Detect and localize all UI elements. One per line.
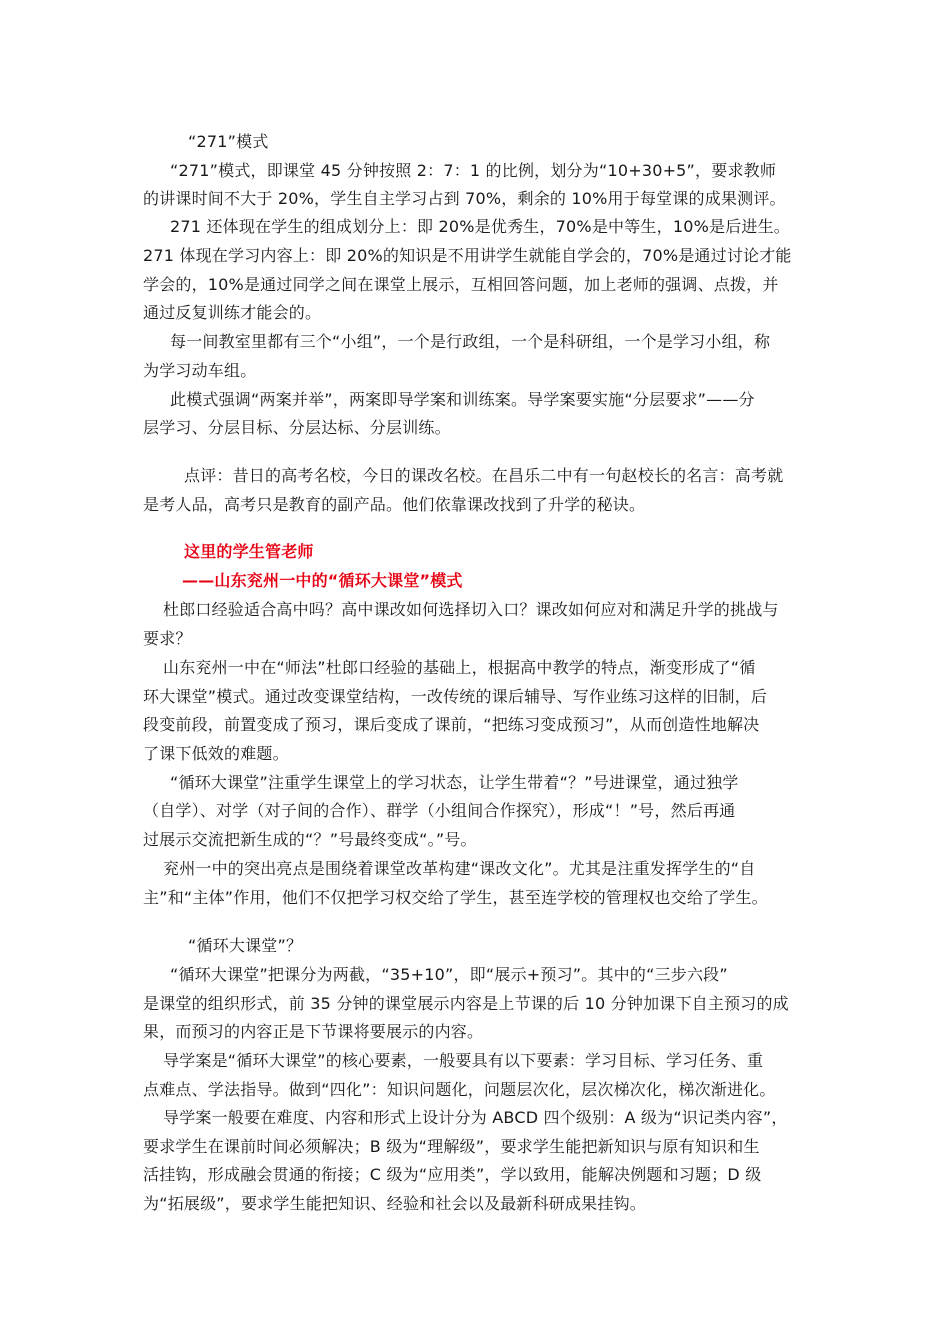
paragraph-line: 山东兖州一中在“师法”杜郎口经验的基础上，根据高中教学的特点，渐变形成了“循	[163, 658, 756, 677]
section-title-271: “271”模式	[188, 132, 269, 151]
paragraph-line: 导学案一般要在难度、内容和形式上设计分为 ABCD 四个级别：A 级为“识记类内容”，	[163, 1108, 788, 1127]
section-title-cycle: “循环大课堂”？	[188, 936, 303, 955]
section-subtitle-red: ——山东兖州一中的“循环大课堂”模式	[182, 571, 463, 590]
comment-line: 是考人品，高考只是教育的副产品。他们依靠课改找到了升学的秘诀。	[143, 495, 646, 514]
paragraph-line: 了课下低效的难题。	[143, 744, 289, 763]
paragraph-line: 要求？	[143, 629, 192, 648]
comment-line: 点评：昔日的高考名校，今日的课改名校。在昌乐二中有一句赵校长的名言：高考就	[184, 466, 784, 485]
paragraph-line: 主”和“主体”作用，他们不仅把学习权交给了学生，甚至连学校的管理权也交给了学生。	[143, 888, 768, 907]
paragraph-line: 层学习、分层目标、分层达标、分层训练。	[143, 418, 451, 437]
paragraph-line: 每一间教室里都有三个“小组”，一个是行政组，一个是科研组，一个是学习小组，称	[170, 332, 771, 351]
paragraph-line: 过展示交流把新生成的“？”号最终变成“。”号。	[143, 830, 477, 849]
paragraph-line: 271 体现在学习内容上：即 20%的知识是不用讲学生就能自学会的，70%是通过讨论才能	[143, 246, 792, 265]
paragraph-line: “循环大课堂”注重学生课堂上的学习状态，让学生带着“？”号进课堂，通过独学	[170, 773, 739, 792]
paragraph-line: 导学案是“循环大课堂”的核心要素，一般要具有以下要素：学习目标、学习任务、重	[163, 1051, 764, 1070]
paragraph-line: 为学习动车组。	[143, 361, 257, 380]
paragraph-line: 271 还体现在学生的组成划分上：即 20%是优秀生，70%是中等生，10%是后进生。	[170, 217, 790, 236]
paragraph-line: 活挂钩，形成融会贯通的衔接；C 级为“应用类”，学以致用，能解决例题和习题；D 级	[143, 1165, 762, 1184]
paragraph-line: 杜郎口经验适合高中吗？高中课改如何选择切入口？课改如何应对和满足升学的挑战与	[163, 600, 779, 619]
paragraph-line: 为“拓展级”，要求学生能把知识、经验和社会以及最新科研成果挂钩。	[143, 1194, 646, 1213]
paragraph-line: 段变前段，前置变成了预习，课后变成了课前，“把练习变成预习”，从而创造性地解决	[143, 715, 760, 734]
paragraph-line: （自学）、对学（对子间的合作）、群学（小组间合作探究），形成“！”号，然后再通	[143, 801, 736, 820]
paragraph-line: 此模式强调“两案并举”，两案即导学案和训练案。导学案要实施“分层要求”——分	[170, 390, 755, 409]
paragraph-line: 是课堂的组织形式，前 35 分钟的课堂展示内容是上节课的后 10 分钟加课下自主预习的成	[143, 994, 789, 1013]
section-title-red: 这里的学生管老师	[184, 542, 314, 561]
paragraph-line: 通过反复训练才能会的。	[143, 303, 322, 322]
paragraph-line: 果，而预习的内容正是下节课将要展示的内容。	[143, 1022, 484, 1041]
paragraph-line: 的讲课时间不大于 20%，学生自主学习占到 70%，剩余的 10%用于每堂课的成果测评。	[143, 189, 786, 208]
paragraph-line: 要求学生在课前时间必须解决；B 级为“理解级”，要求学生能把新知识与原有知识和生	[143, 1137, 760, 1156]
paragraph-line: 兖州一中的突出亮点是围绕着课堂改革构建“课改文化”。尤其是注重发挥学生的“自	[163, 859, 756, 878]
paragraph-line: “271”模式，即课堂 45 分钟按照 2：7：1 的比例，划分为“10+30+5”，要求教师	[170, 161, 777, 180]
paragraph-line: “循环大课堂”把课分为两截，“35+10”，即“展示+预习”。其中的“三步六段”	[170, 965, 728, 984]
paragraph-line: 点难点、学法指导。做到“四化”：知识问题化，问题层次化，层次梯次化，梯次渐进化。	[143, 1080, 776, 1099]
paragraph-line: 环大课堂”模式。通过改变课堂结构，一改传统的课后辅导、写作业练习这样的旧制，后	[143, 687, 768, 706]
paragraph-line: 学会的，10%是通过同学之间在课堂上展示，互相回答问题，加上老师的强调、点拨，并	[143, 275, 779, 294]
